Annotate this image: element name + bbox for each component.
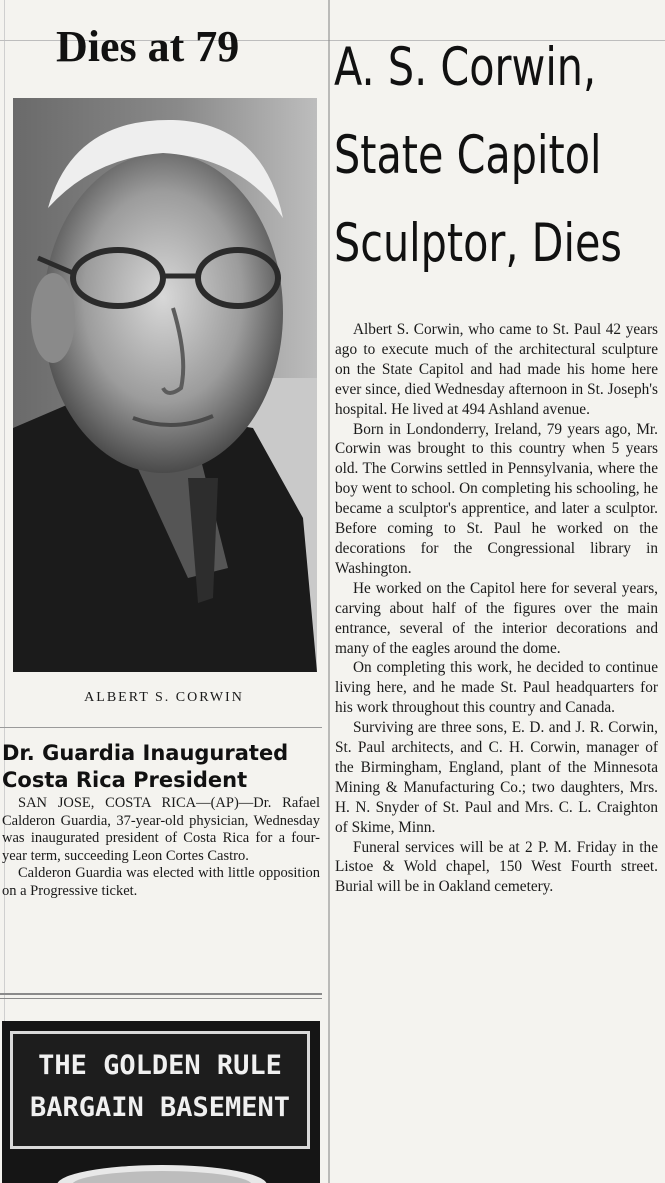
obituary-headline: Dies at 79	[56, 22, 240, 71]
corwin-paragraph: Albert S. Corwin, who came to St. Paul 42 years ago to execute much of the architectural sculpture on the State Capitol and had made his home here ever since, died Wednesday afternoon in St. Joseph's hospital. He lived at 494 Ashland avenue.	[335, 321, 658, 418]
corwin-paragraph: Born in Londonderry, Ireland, 79 years ago, Mr. Corwin was brought to this country when 5 years old. The Corwins settled in Pennsylvania, where the boy went to school. On completing his schooling, he became a sculptor's apprentice, and later a sculptor. Before coming to St. Paul he worked on the decorations for the Congressional library in Washington.	[335, 420, 658, 577]
corwin-headline-line1: A. S. Corwin,	[334, 37, 597, 98]
photo-caption: ALBERT S. CORWIN	[84, 690, 244, 705]
story-separator	[0, 727, 322, 728]
ad-artwork	[2, 1145, 320, 1183]
corwin-paragraph: On completing this work, he decided to continue living here, and he made St. Paul headquarters for his work throughout this country and Canada.	[335, 659, 658, 717]
corwin-headline-line3: Sculptor, Dies	[334, 213, 622, 274]
corwin-paragraph: He worked on the Capitol here for several years, carving about half of the figures over the main entrance, several of the interior decorations and many of the eagles around the dome.	[335, 579, 658, 657]
corwin-headline-line2: State Capitol	[334, 125, 602, 186]
corwin-paragraph: Surviving are three sons, E. D. and J. R. Corwin, St. Paul architects, and C. H. Corwin, manager of the Birmingham, England, plant of the Minnesota Mining & Manufacturing Co.; two daughters, Mrs. H. N. Snyder of St. Paul and Mrs. C. L. Craighton of Skime, Minn.	[335, 719, 658, 836]
guardia-headline	[2, 740, 324, 794]
story-separator	[0, 993, 322, 995]
ad-line-1: THE GOLDEN RULE	[38, 1050, 282, 1081]
ad-line-2: BARGAIN BASEMENT	[29, 1092, 291, 1123]
guardia-headline-line2: Costa Rica President	[2, 768, 248, 792]
ad-banner-plate	[10, 1031, 310, 1149]
corwin-article-body	[335, 320, 658, 897]
column-edge	[4, 0, 5, 1183]
corwin-paragraph: Funeral services will be at 2 P. M. Friday in the Listoe & Wold chapel, 150 West Fourth street. Burial will be in Oakland cemetery.	[335, 838, 658, 896]
corwin-headline	[334, 24, 622, 288]
golden-rule-advertisement	[2, 1021, 320, 1183]
guardia-article-body	[2, 795, 320, 901]
guardia-headline-line1: Dr. Guardia Inaugurated	[2, 741, 289, 765]
portrait-photo	[13, 98, 317, 672]
portrait-image	[13, 98, 317, 672]
guardia-paragraph: Calderon Guardia was elected with little opposition on a Progressive ticket.	[2, 865, 320, 899]
column-divider	[328, 0, 330, 1183]
story-separator	[0, 998, 322, 999]
guardia-paragraph: SAN JOSE, COSTA RICA—(AP)—Dr. Rafael Calderon Guardia, 37-year-old physician, Wednesday was inaugurated president of Costa Rica for a four-year term, succeeding Leon Cortes Castro.	[2, 795, 320, 864]
